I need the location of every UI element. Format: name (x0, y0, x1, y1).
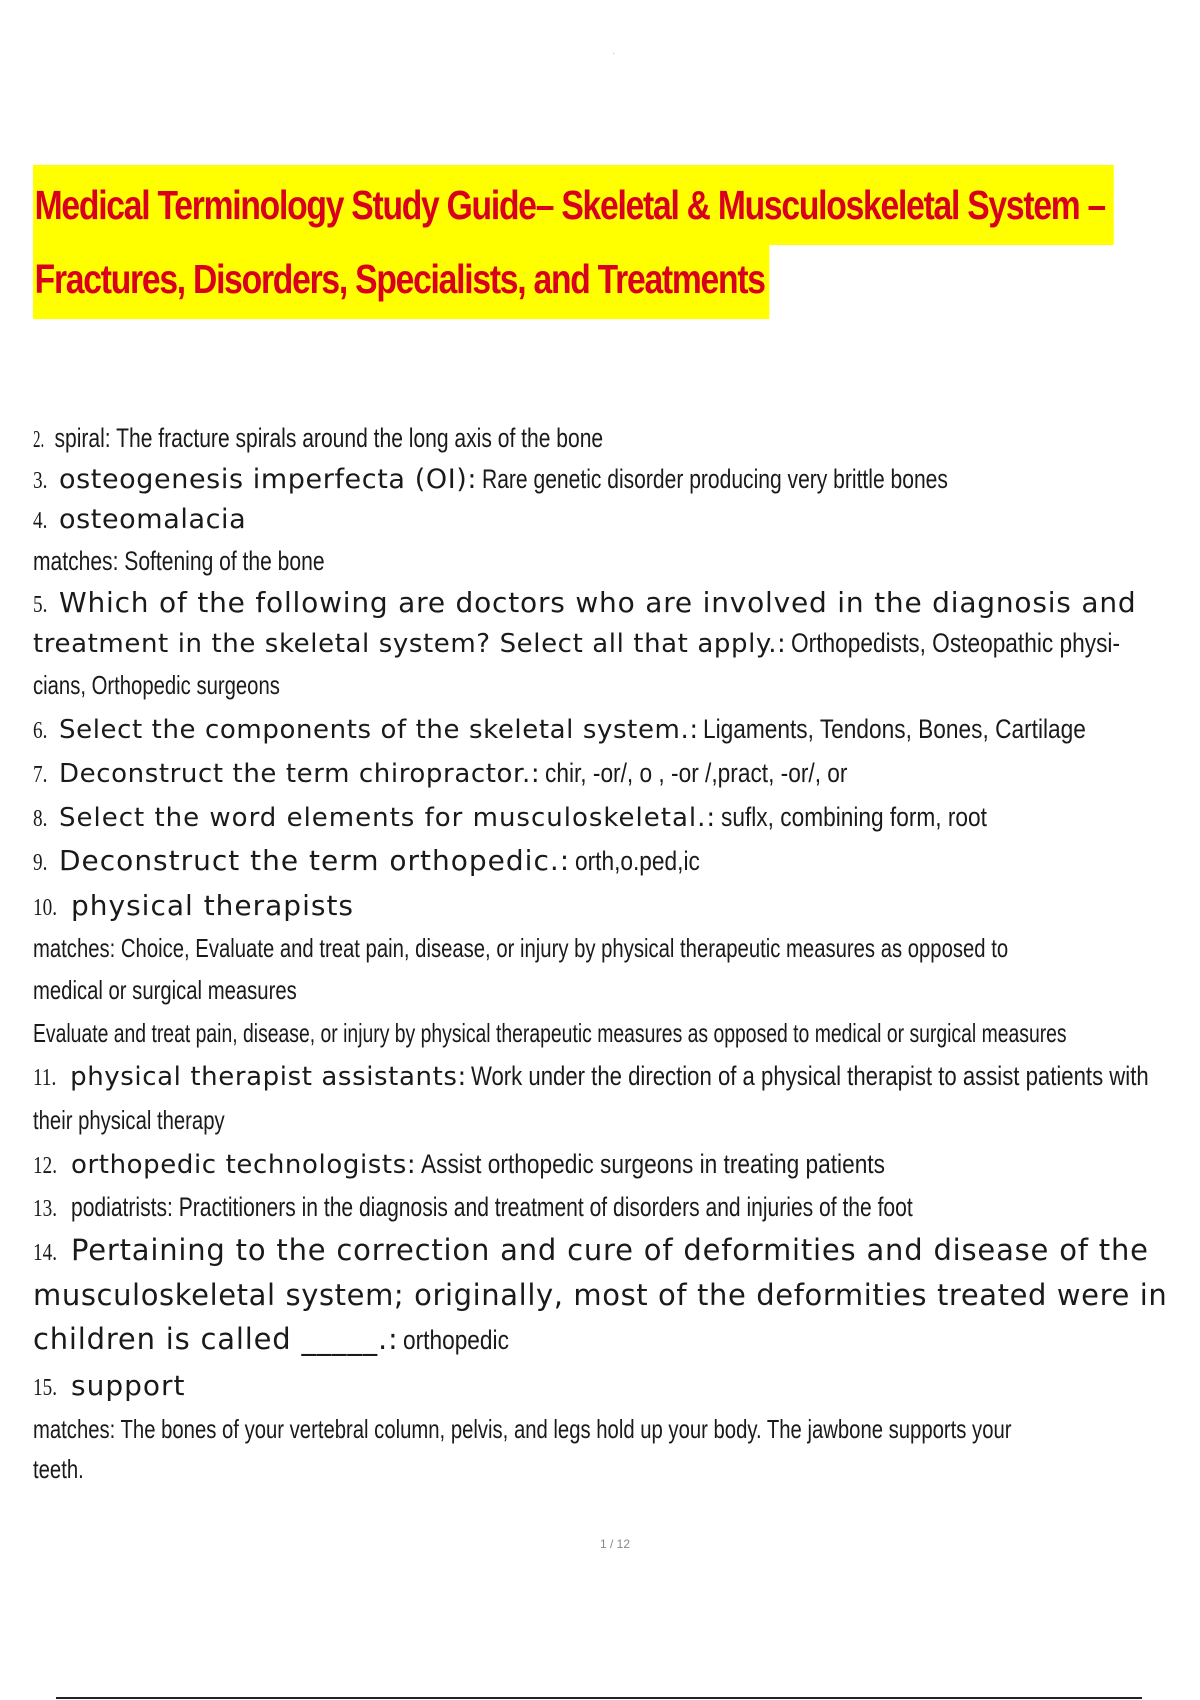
item-number: 10. (33, 895, 57, 921)
match-text-line-1: matches: The bones of your vertebral column, pelvis, and legs hold up your body. The jawbone supports your (33, 1414, 1012, 1444)
item-answer: Ligaments, Tendons, Bones, Cartilage (703, 714, 1087, 744)
match-line (33, 1409, 1183, 1449)
item-term-and-answer (71, 1187, 913, 1228)
item-number: 12. (33, 1153, 57, 1179)
list-item (33, 707, 1183, 751)
item-answer: orthopedic (403, 1325, 509, 1355)
list-item (33, 500, 1183, 540)
item-term-line-2: treatment in the skeletal system? Select all that apply.: (33, 629, 787, 659)
list-item-continuation (33, 1317, 1183, 1362)
item-term-line-2: musculoskeletal system; originally, most of the deformities treated were in (33, 1278, 1168, 1312)
extra-text: Evaluate and treat pain, disease, or injury by physical therapeutic measures as opposed to medical or surgical measures (33, 1018, 1067, 1048)
title-line-1: Medical Terminology Study Guide– Skeletal & Musculoskeletal System – (33, 165, 1114, 245)
item-answer: suflx, combining form, root (720, 802, 987, 832)
page-indicator: 1 / 12 (600, 1537, 631, 1551)
list-item (33, 795, 1183, 839)
extra-line (33, 1012, 1183, 1054)
list-item-continuation (33, 623, 1183, 664)
item-term: osteomalacia (59, 504, 247, 535)
list-item (33, 418, 1183, 458)
item-number: 7. (33, 762, 48, 788)
list-item (33, 582, 1183, 623)
item-term-line-1: Which of the following are doctors who are involved in the diagnosis and (59, 586, 1137, 619)
item-number: 2. (33, 427, 45, 453)
item-number: 4. (33, 508, 48, 534)
item-term: spiral: (54, 423, 111, 453)
item-answer: Assist orthopedic surgeons in treating patients (420, 1149, 885, 1179)
item-term: physical therapists (71, 889, 355, 922)
title-line-2: Fractures, Disorders, Specialists, and Treatments (33, 239, 770, 319)
item-answer: Practitioners in the diagnosis and treatment of disorders and injuries of the foot (178, 1192, 913, 1222)
list-item (33, 1142, 1183, 1187)
item-term-line-1: Pertaining to the correction and cure of deformities and disease of the (71, 1233, 1149, 1267)
match-line-continuation (33, 1449, 1183, 1489)
match-line (33, 540, 1183, 582)
item-number: 13. (33, 1196, 57, 1222)
item-answer: chir, -or/, o , -or /,pract, -or/, or (544, 758, 848, 788)
match-text-line-1: matches: Choice, Evaluate and treat pain, disease, or injury by physical therapeutic measures as opposed to (33, 933, 1009, 963)
item-number: 9. (33, 850, 48, 876)
study-guide-content (33, 418, 1183, 1489)
item-term: podiatrists: (71, 1192, 173, 1222)
item-answer-line-2: their physical therapy (33, 1105, 225, 1135)
item-number: 14. (33, 1240, 57, 1266)
item-term: orthopedic technologists: (71, 1150, 417, 1180)
item-number: 15. (33, 1375, 57, 1401)
item-term: Deconstruct the term chiropractor.: (59, 759, 541, 789)
item-number: 6. (33, 718, 48, 744)
bottom-divider (56, 1697, 1142, 1699)
top-mark: · (612, 48, 616, 59)
item-number: 3. (33, 468, 48, 494)
item-answer: orth,o.ped,ic (574, 846, 700, 876)
list-item (33, 751, 1183, 795)
list-item-continuation (33, 1273, 1183, 1317)
list-item (33, 883, 1183, 928)
item-answer: Rare genetic disorder producing very brittle bones (481, 464, 948, 494)
item-term: physical therapist assistants: (70, 1062, 467, 1092)
list-item (33, 1362, 1183, 1409)
match-text-line-2: teeth. (33, 1454, 84, 1484)
document-title (33, 165, 1173, 319)
item-term: Deconstruct the term orthopedic.: (59, 844, 571, 877)
item-answer-line-2: cians, Orthopedic surgeons (33, 670, 280, 700)
match-line (33, 928, 1183, 968)
list-item (33, 839, 1183, 883)
item-term-line-3: children is called _____.: (33, 1322, 399, 1356)
list-item-continuation (33, 664, 1183, 707)
match-text: matches: Softening of the bone (33, 546, 325, 576)
list-item (33, 1228, 1183, 1273)
item-term: osteogenesis imperfecta (OI): (59, 464, 478, 495)
list-item (33, 458, 1183, 500)
item-answer: The fracture spirals around the long axis of the bone (116, 423, 604, 453)
item-number: 11. (33, 1065, 57, 1091)
item-term: Select the word elements for musculoskeletal.: (59, 803, 717, 833)
item-answer-line-1: Work under the direction of a physical therapist to assist patients with (471, 1061, 1150, 1091)
match-text-line-2: medical or surgical measures (33, 975, 297, 1005)
item-term: support (71, 1369, 186, 1402)
item-number: 8. (33, 806, 48, 832)
list-item (33, 1054, 1183, 1098)
list-item-continuation (33, 1098, 1183, 1142)
match-line-continuation (33, 968, 1183, 1012)
item-number: 5. (33, 592, 48, 618)
list-item (33, 1187, 1183, 1228)
item-answer-line-1: Orthopedists, Osteopathic physi- (790, 628, 1120, 658)
item-term: Select the components of the skeletal system.: (59, 715, 699, 745)
